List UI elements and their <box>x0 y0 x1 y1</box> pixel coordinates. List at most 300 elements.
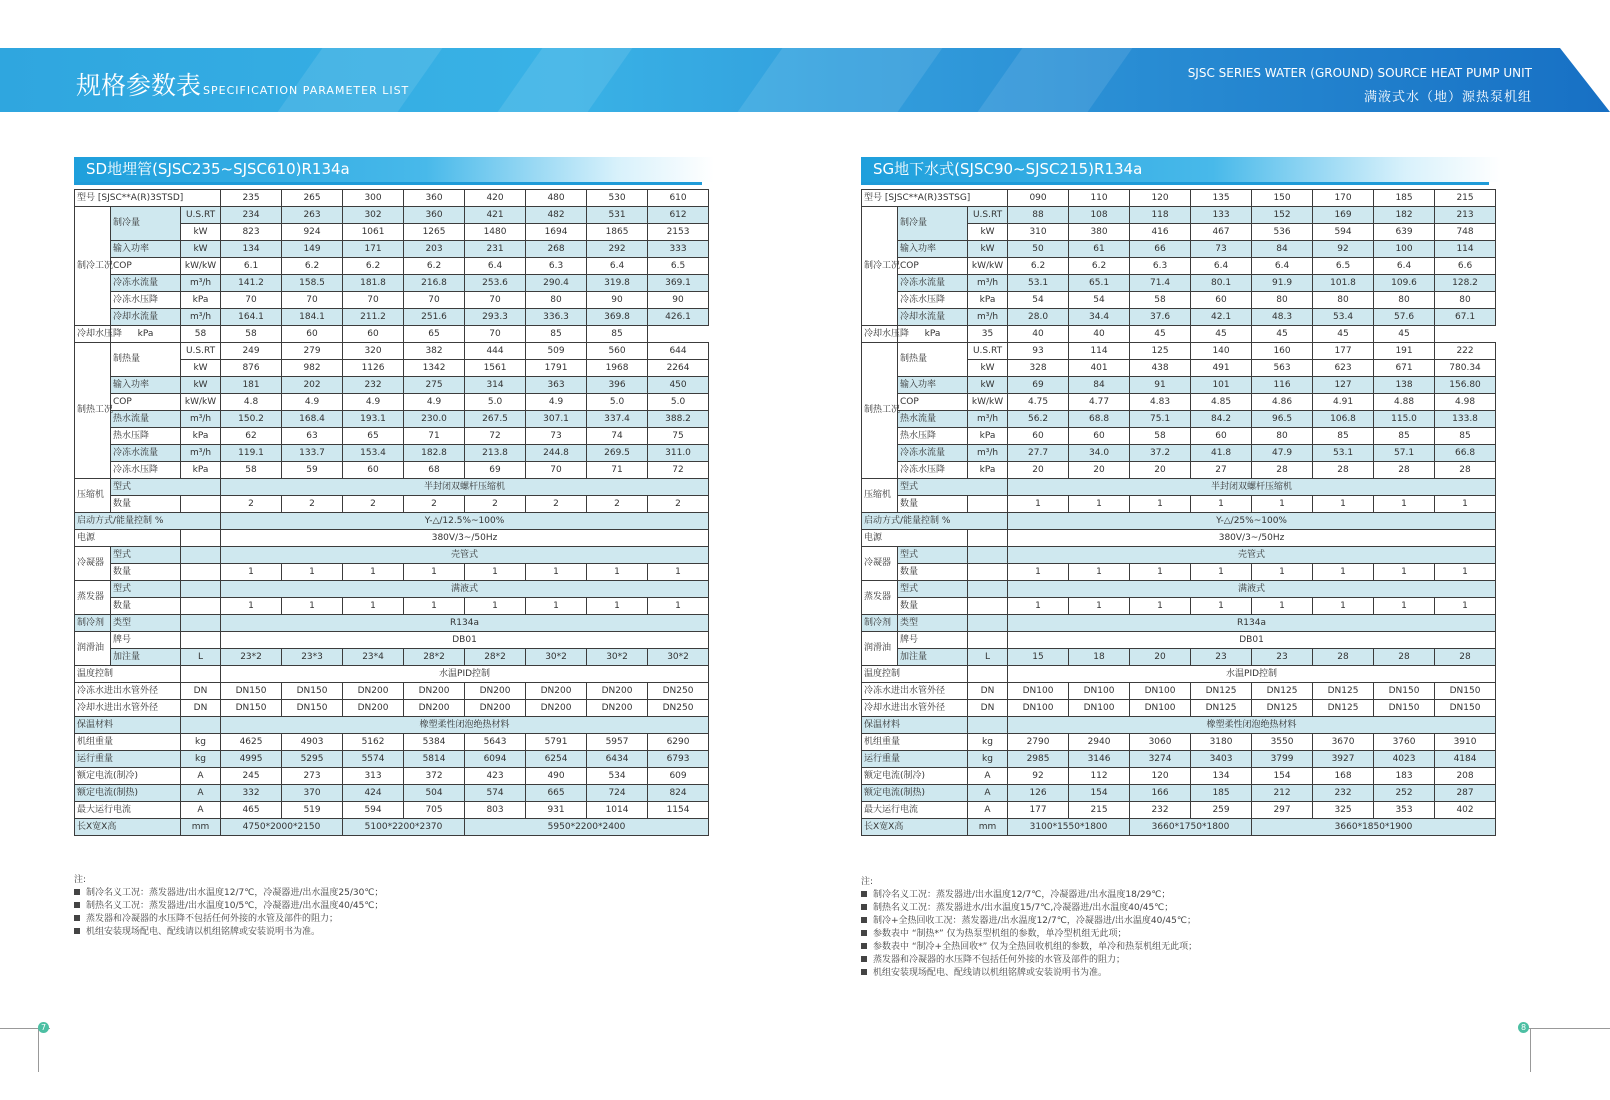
value-cell: 100 <box>1374 241 1435 258</box>
value-cell: 5.0 <box>465 394 526 411</box>
value-cell: 140 <box>1191 343 1252 360</box>
value-cell: 6.3 <box>526 258 587 275</box>
value-cell: 91 <box>1130 377 1191 394</box>
value-cell: 70 <box>343 292 404 309</box>
table-row <box>75 598 709 615</box>
value-cell: 183 <box>1374 768 1435 785</box>
value-cell: 30*2 <box>587 649 648 666</box>
value-cell: 402 <box>1435 802 1496 819</box>
value-cell: 2 <box>648 496 709 513</box>
value-cell: 80 <box>1313 292 1374 309</box>
value-cell: 4625 <box>221 734 282 751</box>
value-cell: 80 <box>1435 292 1496 309</box>
value-cell: 234 <box>221 207 282 224</box>
value-cell: 4.88 <box>1374 394 1435 411</box>
value-cell: 20 <box>1008 462 1069 479</box>
group-label: 冷凝器 <box>75 547 111 581</box>
model-cell: 480 <box>526 190 587 207</box>
value-cell: 58 <box>1130 428 1191 445</box>
value-cell: 166 <box>1130 785 1191 802</box>
unit-label: kg <box>968 734 1008 751</box>
value-cell: 125 <box>1130 343 1191 360</box>
unit-label: A <box>968 785 1008 802</box>
table-row <box>862 751 1496 768</box>
value-cell: 519 <box>282 802 343 819</box>
value-cell: 6.4 <box>587 258 648 275</box>
value-cell: 28 <box>1313 462 1374 479</box>
param-label: 启动方式/能量控制 % <box>75 513 221 530</box>
value-cell: 465 <box>221 802 282 819</box>
value-cell: DN125 <box>1313 683 1374 700</box>
value-cell: 74 <box>587 428 648 445</box>
value-cell: 177 <box>1008 802 1069 819</box>
value-cell: 292 <box>587 241 648 258</box>
value-cell: 1 <box>1130 564 1191 581</box>
value-cell: 4903 <box>282 734 343 751</box>
param-label: 冷却水压降 <box>862 326 898 343</box>
model-cell: 215 <box>1435 190 1496 207</box>
unit-label: A <box>968 802 1008 819</box>
value-cell: 57.6 <box>1374 309 1435 326</box>
value-cell: DN100 <box>1008 683 1069 700</box>
value-cell: 594 <box>343 802 404 819</box>
value-cell: 279 <box>282 343 343 360</box>
group-label: 制热工况 <box>862 343 898 479</box>
value-cell: 68 <box>404 462 465 479</box>
value-cell: 1 <box>1069 496 1130 513</box>
value-cell: 5957 <box>587 734 648 751</box>
value-cell: 333 <box>648 241 709 258</box>
unit-label: m³/h <box>968 309 1008 326</box>
value-cell: 41.8 <box>1191 445 1252 462</box>
value-cell: 182 <box>1374 207 1435 224</box>
value-cell: 314 <box>465 377 526 394</box>
value-cell: 156.80 <box>1435 377 1496 394</box>
value-cell: 6.2 <box>404 258 465 275</box>
value-cell: 1 <box>1008 564 1069 581</box>
value-cell: 181.8 <box>343 275 404 292</box>
value-cell: 231 <box>465 241 526 258</box>
value-cell: 水温PID控制 <box>221 666 709 683</box>
table-row <box>75 258 709 275</box>
note-item: 制冷名义工况：蒸发器进/出水温度12/7℃，冷凝器进/出水温度18/29℃； <box>861 889 1197 902</box>
value-cell: 531 <box>587 207 648 224</box>
unit-label: mm <box>181 819 221 836</box>
table-row <box>75 513 709 530</box>
value-cell: 1265 <box>404 224 465 241</box>
value-cell: 4023 <box>1374 751 1435 768</box>
table-row <box>75 819 709 836</box>
value-cell: 65 <box>343 428 404 445</box>
value-cell: 310 <box>1008 224 1069 241</box>
value-cell: 5162 <box>343 734 404 751</box>
group-label: 制冷工况 <box>862 207 898 326</box>
value-cell: 171 <box>343 241 404 258</box>
table-row <box>862 207 1496 224</box>
value-cell: 壳管式 <box>1008 547 1496 564</box>
param-label: 电源 <box>862 530 968 547</box>
param-label: 型式 <box>898 581 968 598</box>
right-notes <box>861 876 1197 980</box>
param-label: 数量 <box>111 564 181 581</box>
value-cell: 54 <box>1069 292 1130 309</box>
value-cell: 609 <box>648 768 709 785</box>
unit-label: kPa <box>898 326 968 343</box>
param-label: 机组重量 <box>862 734 968 751</box>
value-cell: DN125 <box>1191 700 1252 717</box>
model-cell: 530 <box>587 190 648 207</box>
table-row <box>862 581 1496 598</box>
value-cell: 504 <box>404 785 465 802</box>
value-cell: 421 <box>465 207 526 224</box>
value-cell: 1 <box>1374 598 1435 615</box>
model-cell: 235 <box>221 190 282 207</box>
value-cell: 380 <box>1069 224 1130 241</box>
value-cell: 337.4 <box>587 411 648 428</box>
value-cell: 48.3 <box>1252 309 1313 326</box>
value-cell: R134a <box>1008 615 1496 632</box>
value-cell: 1 <box>526 598 587 615</box>
value-cell: 126 <box>1008 785 1069 802</box>
value-cell: 252 <box>1374 785 1435 802</box>
value-cell: 93 <box>1008 343 1069 360</box>
value-cell: 92 <box>1008 768 1069 785</box>
value-cell: DN200 <box>465 683 526 700</box>
table-row <box>75 275 709 292</box>
param-label: 牌号 <box>111 632 181 649</box>
value-cell: 23*2 <box>221 649 282 666</box>
param-label: 冷却水流量 <box>111 309 181 326</box>
value-cell: 23 <box>1191 649 1252 666</box>
value-cell: 244.8 <box>526 445 587 462</box>
value-cell: 369.1 <box>648 275 709 292</box>
value-cell: 69 <box>1008 377 1069 394</box>
value-cell: 1 <box>465 598 526 615</box>
value-cell: 4.9 <box>282 394 343 411</box>
value-cell: 84 <box>1252 241 1313 258</box>
page-number-left: 7 <box>38 1022 49 1033</box>
table-row <box>75 734 709 751</box>
model-cell: 120 <box>1130 190 1191 207</box>
left-section-title: SD地埋管(SJSC235~SJSC610)R134a <box>74 157 714 182</box>
unit-label: m³/h <box>181 411 221 428</box>
unit-label <box>968 564 1008 581</box>
value-cell: 134 <box>221 241 282 258</box>
value-cell: 6.4 <box>1191 258 1252 275</box>
param-label: 冷却水进出水管外径 <box>862 700 968 717</box>
value-cell: 60 <box>1191 292 1252 309</box>
notes-title: 注: <box>74 875 87 885</box>
value-cell: Y-△/25%~100% <box>1008 513 1496 530</box>
value-cell: 1 <box>1374 496 1435 513</box>
value-cell: 6.5 <box>1313 258 1374 275</box>
value-cell: 5295 <box>282 751 343 768</box>
model-cell: 110 <box>1069 190 1130 207</box>
value-cell: 370 <box>282 785 343 802</box>
unit-label: L <box>181 649 221 666</box>
value-cell: 1 <box>648 598 709 615</box>
table-row <box>75 190 709 207</box>
table-row <box>75 411 709 428</box>
value-cell: 232 <box>1313 785 1374 802</box>
table-row <box>862 615 1496 632</box>
unit-label: m³/h <box>968 445 1008 462</box>
value-cell: 128.2 <box>1435 275 1496 292</box>
unit-label: kW <box>968 377 1008 394</box>
value-cell: 1 <box>587 598 648 615</box>
value-cell: 141.2 <box>221 275 282 292</box>
unit-label: kPa <box>968 462 1008 479</box>
value-cell: 20 <box>1069 462 1130 479</box>
value-cell: DN125 <box>1313 700 1374 717</box>
value-cell: 325 <box>1313 802 1374 819</box>
value-cell: 450 <box>648 377 709 394</box>
value-cell: 45 <box>1130 326 1191 343</box>
unit-label: A <box>181 785 221 802</box>
value-cell: 84.2 <box>1191 411 1252 428</box>
value-cell: 80 <box>1374 292 1435 309</box>
value-cell: 152 <box>1252 207 1313 224</box>
value-cell: 1791 <box>526 360 587 377</box>
value-cell: 72 <box>465 428 526 445</box>
table-row <box>862 632 1496 649</box>
value-cell: 1 <box>343 564 404 581</box>
value-cell: DB01 <box>1008 632 1496 649</box>
value-cell: 71.4 <box>1130 275 1191 292</box>
unit-label <box>968 547 1008 564</box>
value-cell: DN150 <box>1374 700 1435 717</box>
table-row <box>862 564 1496 581</box>
unit-label <box>181 581 221 598</box>
value-cell: 4.9 <box>343 394 404 411</box>
value-cell: 5643 <box>465 734 526 751</box>
value-cell: 75 <box>648 428 709 445</box>
param-label: 型式 <box>111 547 181 564</box>
unit-label: kW <box>181 241 221 258</box>
unit-label: A <box>181 802 221 819</box>
param-label: 冷冻水压降 <box>898 292 968 309</box>
value-cell: 65 <box>404 326 465 343</box>
value-cell: 213 <box>1435 207 1496 224</box>
model-label: 型号 [SJSC**A(R)3STSG] <box>862 190 1008 207</box>
value-cell: 133 <box>1191 207 1252 224</box>
table-row <box>75 717 709 734</box>
unit-label: U.S.RT <box>968 207 1008 224</box>
param-label: 长X宽X高 <box>75 819 181 836</box>
value-cell: DN100 <box>1008 700 1069 717</box>
value-cell: 133.8 <box>1435 411 1496 428</box>
value-cell: 1694 <box>526 224 587 241</box>
table-row <box>862 445 1496 462</box>
model-label: 型号 [SJSC**A(R)3STSD] <box>75 190 221 207</box>
value-cell: DN125 <box>1191 683 1252 700</box>
note-item: 制热名义工况：蒸发器进/出水温度10/5℃，冷凝器进/出水温度40/45℃； <box>74 900 383 913</box>
value-cell: 780.34 <box>1435 360 1496 377</box>
value-cell: 3180 <box>1191 734 1252 751</box>
param-label: 冷冻水压降 <box>111 462 181 479</box>
param-label: 保温材料 <box>75 717 181 734</box>
param-label: 冷冻水流量 <box>898 275 968 292</box>
value-cell: 181 <box>221 377 282 394</box>
param-label: 制冷量 <box>898 207 968 241</box>
value-cell: 6.2 <box>343 258 404 275</box>
value-cell: 80 <box>1252 292 1313 309</box>
value-cell: 184.1 <box>282 309 343 326</box>
table-row <box>862 802 1496 819</box>
value-cell: 80 <box>526 292 587 309</box>
table-row <box>862 717 1496 734</box>
unit-label: U.S.RT <box>181 343 221 360</box>
value-cell: 6.4 <box>465 258 526 275</box>
value-cell: DN200 <box>587 683 648 700</box>
page-title-en: SPECIFICATION PARAMETER LIST <box>203 84 410 97</box>
value-cell: 164.1 <box>221 309 282 326</box>
value-cell: 287 <box>1435 785 1496 802</box>
value-cell: 3927 <box>1313 751 1374 768</box>
value-cell: 1 <box>1008 496 1069 513</box>
value-cell: 70 <box>404 292 465 309</box>
series-title-cn: 满液式水（地）源热泵机组 <box>1363 90 1532 105</box>
value-cell: 37.2 <box>1130 445 1191 462</box>
value-cell: 半封闭双螺杆压缩机 <box>221 479 709 496</box>
value-cell: DN150 <box>282 700 343 717</box>
value-cell: 1 <box>587 564 648 581</box>
value-cell: 382 <box>404 343 465 360</box>
unit-label: kW <box>181 224 221 241</box>
value-cell: 70 <box>282 292 343 309</box>
unit-label <box>968 632 1008 649</box>
unit-label: kW <box>968 224 1008 241</box>
param-label: 加注量 <box>111 649 181 666</box>
table-row <box>862 394 1496 411</box>
value-cell: 6.2 <box>1008 258 1069 275</box>
table-row <box>862 683 1496 700</box>
value-cell: 1 <box>1069 564 1130 581</box>
value-cell: 1 <box>1008 598 1069 615</box>
model-cell: 610 <box>648 190 709 207</box>
value-cell: 1 <box>1313 598 1374 615</box>
value-cell: 20 <box>1130 462 1191 479</box>
unit-label <box>181 564 221 581</box>
param-label: 长X宽X高 <box>862 819 968 836</box>
table-row <box>862 326 1496 343</box>
value-cell: 191 <box>1374 343 1435 360</box>
param-label: 热水流量 <box>111 411 181 428</box>
unit-label: kW <box>181 360 221 377</box>
value-cell: 149 <box>282 241 343 258</box>
value-cell: 215 <box>1069 802 1130 819</box>
unit-label: mm <box>968 819 1008 836</box>
value-cell: 705 <box>404 802 465 819</box>
unit-label: U.S.RT <box>968 343 1008 360</box>
value-cell: 134 <box>1191 768 1252 785</box>
value-cell: 4.9 <box>404 394 465 411</box>
value-cell: 114 <box>1069 343 1130 360</box>
value-cell: 120 <box>1130 768 1191 785</box>
value-cell: 70 <box>526 462 587 479</box>
unit-label: DN <box>968 700 1008 717</box>
value-cell: 61 <box>1069 241 1130 258</box>
value-cell: 6.4 <box>1252 258 1313 275</box>
value-cell: 438 <box>1130 360 1191 377</box>
right-spec-table <box>861 189 1496 836</box>
value-cell: 45 <box>1252 326 1313 343</box>
unit-label <box>181 632 221 649</box>
model-cell: 170 <box>1313 190 1374 207</box>
value-cell: 47.9 <box>1252 445 1313 462</box>
value-cell: 307.1 <box>526 411 587 428</box>
value-cell: 1126 <box>343 360 404 377</box>
table-row <box>862 411 1496 428</box>
value-cell: 380V/3~/50Hz <box>221 530 709 547</box>
value-cell: 222 <box>1435 343 1496 360</box>
table-row <box>75 377 709 394</box>
value-cell: 2 <box>465 496 526 513</box>
unit-label: U.S.RT <box>181 207 221 224</box>
value-cell: 3760 <box>1374 734 1435 751</box>
value-cell: 3660*1850*1900 <box>1252 819 1496 836</box>
unit-label: L <box>968 649 1008 666</box>
param-label: 最大运行电流 <box>75 802 181 819</box>
unit-label: kPa <box>111 326 181 343</box>
param-label: 输入功率 <box>111 377 181 394</box>
unit-label: kW/kW <box>968 258 1008 275</box>
value-cell: 1014 <box>587 802 648 819</box>
page-number-right: 8 <box>1518 1022 1529 1033</box>
value-cell: 90 <box>587 292 648 309</box>
value-cell: 6254 <box>526 751 587 768</box>
param-label: 输入功率 <box>111 241 181 258</box>
note-item: 参数表中 “制热*” 仅为热泵型机组的参数，单冷型机组无此项； <box>861 928 1197 941</box>
value-cell: 满液式 <box>1008 581 1496 598</box>
value-cell: DN125 <box>1252 683 1313 700</box>
table-row <box>862 819 1496 836</box>
value-cell: 482 <box>526 207 587 224</box>
param-label: 输入功率 <box>898 241 968 258</box>
value-cell: 6.2 <box>282 258 343 275</box>
param-label: 制热量 <box>111 343 181 377</box>
value-cell: 壳管式 <box>221 547 709 564</box>
value-cell: 5950*2200*2400 <box>465 819 709 836</box>
param-label: 额定电流(制热) <box>862 785 968 802</box>
param-label: 最大运行电流 <box>862 802 968 819</box>
left-spec-table <box>74 189 709 836</box>
table-row <box>75 751 709 768</box>
value-cell: 639 <box>1374 224 1435 241</box>
value-cell: DN200 <box>465 700 526 717</box>
value-cell: 1 <box>465 564 526 581</box>
value-cell: 53.1 <box>1008 275 1069 292</box>
value-cell: 1 <box>1374 564 1435 581</box>
value-cell: 251.6 <box>404 309 465 326</box>
value-cell: 5100*2200*2370 <box>343 819 465 836</box>
param-label: 温度控制 <box>75 666 181 683</box>
model-cell: 300 <box>343 190 404 207</box>
table-row <box>75 207 709 224</box>
value-cell: 803 <box>465 802 526 819</box>
value-cell: 4.91 <box>1313 394 1374 411</box>
value-cell: 1480 <box>465 224 526 241</box>
value-cell: 2940 <box>1069 734 1130 751</box>
value-cell: 62 <box>221 428 282 445</box>
value-cell: 85 <box>526 326 587 343</box>
value-cell: 4.77 <box>1069 394 1130 411</box>
unit-label: m³/h <box>181 275 221 292</box>
table-row <box>75 683 709 700</box>
value-cell: 2 <box>404 496 465 513</box>
value-cell: DN150 <box>282 683 343 700</box>
value-cell: 28 <box>1435 649 1496 666</box>
